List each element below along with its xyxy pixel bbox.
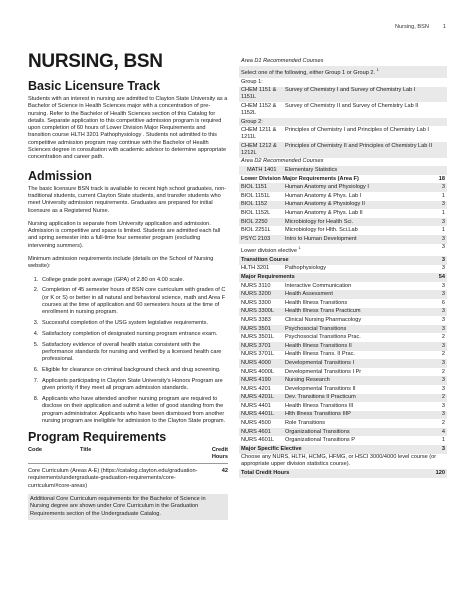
course-row: BIOL 1152L Human Anatomy & Phys. Lab II 1 xyxy=(241,209,445,216)
course-row: HLTH 3201 Pathophysiology 3 xyxy=(241,265,445,272)
course-row: NURS 3110 Interactive Communication 3 xyxy=(241,282,445,289)
course-row: NURS 3383 Clinical Nursing Pharmacology 3 xyxy=(241,316,445,323)
admission-text-2: Nursing application is separate from University application and admission. Admission is competitive and space is limited. Students are admitted each fall and spring semester into a full-time four semester program (excluding intervening summers). xyxy=(28,220,221,249)
left-column xyxy=(28,52,228,520)
basic-licensure-heading: Basic Licensure Track xyxy=(28,79,161,93)
page-title: NURSING, BSN xyxy=(28,51,163,72)
course-row: NURS 4601 Organizational Transitions 4 xyxy=(241,428,445,435)
area-d1-label: Area D1 Recommended Courses xyxy=(241,57,324,64)
course-row: NURS 3701L Health Illness Trans. II Prac. 2 xyxy=(241,351,445,358)
requirement-item: 7. Applicants participating in Clayton State University's Honors Program are given priority if they meet all program admission standards. xyxy=(40,378,228,393)
course-row: NURS 3501 Psychosocial Transitions 3 xyxy=(241,325,445,332)
group1-label: Group 1: xyxy=(241,78,263,85)
course-row: NURS 4401 Health Illness Transitions III 3 xyxy=(241,402,445,409)
header-page-number: 1 xyxy=(442,24,446,30)
program-requirements-heading: Program Requirements xyxy=(28,430,167,445)
course-row: CHEM 1152 & 1152L Survey of Chemistry II and Survey of Chemistry Lab II xyxy=(241,103,419,117)
course-row: CHEM 1211 & 1211L Principles of Chemistry I and Principles of Chemistry Lab I xyxy=(241,127,429,141)
course-row: BIOL 1151L Human Anatomy & Phys. Lab I 1 xyxy=(241,192,445,199)
course-row: NURS 4201L Dev. Transitions II Practicum 2 xyxy=(241,394,445,401)
course-row: NURS 3200 Health Assessment 3 xyxy=(241,291,445,298)
program-table-header xyxy=(28,447,228,464)
course-row: MATH 1401 Elementary Statistics xyxy=(239,166,447,175)
course-row: BIOL 2250 Microbiology for Health Sci. 3 xyxy=(241,218,445,225)
group2-label: Group 2: xyxy=(239,118,447,127)
area-d2-label: Area D2 Recommended Courses xyxy=(241,158,324,165)
core-curriculum-hours: 42 xyxy=(221,468,228,475)
core-curriculum-row xyxy=(28,466,228,492)
core-curriculum-note: Additional Core Curriculum requirements for the Bachelor of Science in Nursing degree are shown under Core Curriculum in the Graduation Requirements section of the Undergraduate Catalog. xyxy=(28,494,228,520)
right-column xyxy=(239,57,447,478)
major-specific-elective-text: Choose any NURS, HLTH, HCMG, HFMG, or HSCI 3000/4000 level course (or appropriate upper division statistics course). xyxy=(241,454,437,468)
basic-licensure-text: Students with an interest in nursing are admitted to Clayton State University as a Bachelor of Science in Health Sciences major with a concentration of pre-nursing. Refer to the Bachelor of Health Sciences section of this Catalog for details. Separate application to this competitive admission program is required upon completion of 60 hours of Lower Division Major Requirements and transition course HLTH 3201 Pathophysiology . Students not admitted to this competitive admission program may continue with the Bachelor of Health Sciences degree in consultation with academic advisor to determine appropriate concentration and career path. xyxy=(28,96,228,161)
requirement-item: 2. Completion of 45 semester hours of BSN core curriculum with grades of C (or K or S) or better in all natural and behavioral science, math and Area F courses at the time of application and 60 semesters hours at the time of enrollment in nursing program. xyxy=(40,287,228,316)
course-row: BIOL 1152 Human Anatomy & Physiology II 3 xyxy=(241,201,445,208)
header-program: Nursing, BSN xyxy=(394,24,429,30)
transition-header: Transition Course 3 xyxy=(241,256,445,263)
course-row: NURS 4401L Hlth Illness Transitions IIIP 3 xyxy=(241,411,445,418)
course-row: NURS 4190 Nursing Research 3 xyxy=(241,377,445,384)
requirement-item: 8. Applicants who have attended another nursing program are required to disclose on their application and submit a letter of good standing from the program administrator. Applicants who have been dismissed from another nursing program are ineligible for admission to the Clayton State program. xyxy=(40,396,228,425)
page-header xyxy=(395,24,446,30)
requirement-item: 3. Successful completion of the USG system legislative requirements. xyxy=(40,320,228,327)
course-row: NURS 4000 Developmental Transitions I 3 xyxy=(241,359,445,366)
major-header: Major Requirements 54 xyxy=(241,273,445,280)
admission-text-3: Minimum admission requirements include (details on the School of Nursing website): xyxy=(28,256,214,270)
col-code: Code xyxy=(28,447,42,454)
course-row: NURS 3501L Psychosocial Transitions Prac. 2 xyxy=(241,334,445,341)
course-row: BIOL 2251L Microbiology for Hlth. Sci.Lab 1 xyxy=(241,227,445,234)
total-credit-hours-row: Total Credit Hours 120 xyxy=(241,470,445,477)
requirement-item: 1. College grade point average (GPA) of 2.80 on 4.00 scale. xyxy=(40,277,228,284)
course-row: NURS 4000L Developmental Transitions I Pr 2 xyxy=(241,368,445,375)
course-row: BIOL 1151 Human Anatomy and Physiology I 3 xyxy=(241,184,445,191)
core-curriculum-link[interactable]: Core Curriculum (Areas A-E) (https://catalog.clayton.edu/graduation-requirements/undergraduate-graduation-requirements/core-curriculum/#core-areas) xyxy=(28,468,198,489)
lower-division-header: Lower Division Major Requirements (Area F) 18 xyxy=(241,175,445,182)
major-specific-elective-header: Major Specific Elective 3 xyxy=(241,445,445,452)
admission-heading: Admission xyxy=(28,168,92,183)
course-row: NURS 3701 Health Illness Transitions II 3 xyxy=(241,342,445,349)
course-row: CHEM 1151 & 1151L Survey of Chemistry I and Survey of Chemistry Lab I xyxy=(239,87,447,103)
course-row: NURS 3300 Health Illness Transitions 6 xyxy=(241,299,445,306)
admission-requirements-list xyxy=(28,277,228,426)
requirement-item: 5. Satisfactory evidence of overall health status consistent with the performance standards for nursing and verified by a licensed health care professional. xyxy=(40,342,228,364)
lower-elective-row: Lower division elective $^1$ 3 xyxy=(241,244,445,255)
col-title: Title xyxy=(80,447,92,454)
course-row: NURS 4500 Role Transitions 2 xyxy=(241,420,445,427)
col-credit-hours: Credit Hours xyxy=(211,447,228,461)
requirement-item: 4. Satisfactory completion of designated nursing program entrance exam. xyxy=(40,331,228,338)
course-row: NURS 4601L Organizational Transitions P 1 xyxy=(241,437,445,444)
course-row: CHEM 1212 & 1212L Principles of Chemistry II and Principles of Chemistry Lab II xyxy=(239,142,447,158)
course-row: NURS 4201 Developmental Transitions II 3 xyxy=(241,385,445,392)
select-instruction: Select one of the following, either Group 1 or Group 2. $^1$ xyxy=(239,66,447,78)
course-row: PSYC 2103 Intro to Human Development 3 xyxy=(241,235,445,242)
requirement-item: 6. Eligible for clearance on criminal background check and drug screening. xyxy=(40,367,228,374)
admission-text-1: The basic licensure BSN track is available to recent high school graduates, non-traditional students, current Clayton State students, and transfer students who meet University admission requirements. Graduates are prepared for initial licensure as a Registered Nurse. xyxy=(28,185,227,214)
course-row: NURS 3300L Health Illness Trans Practicum 3 xyxy=(241,308,445,315)
